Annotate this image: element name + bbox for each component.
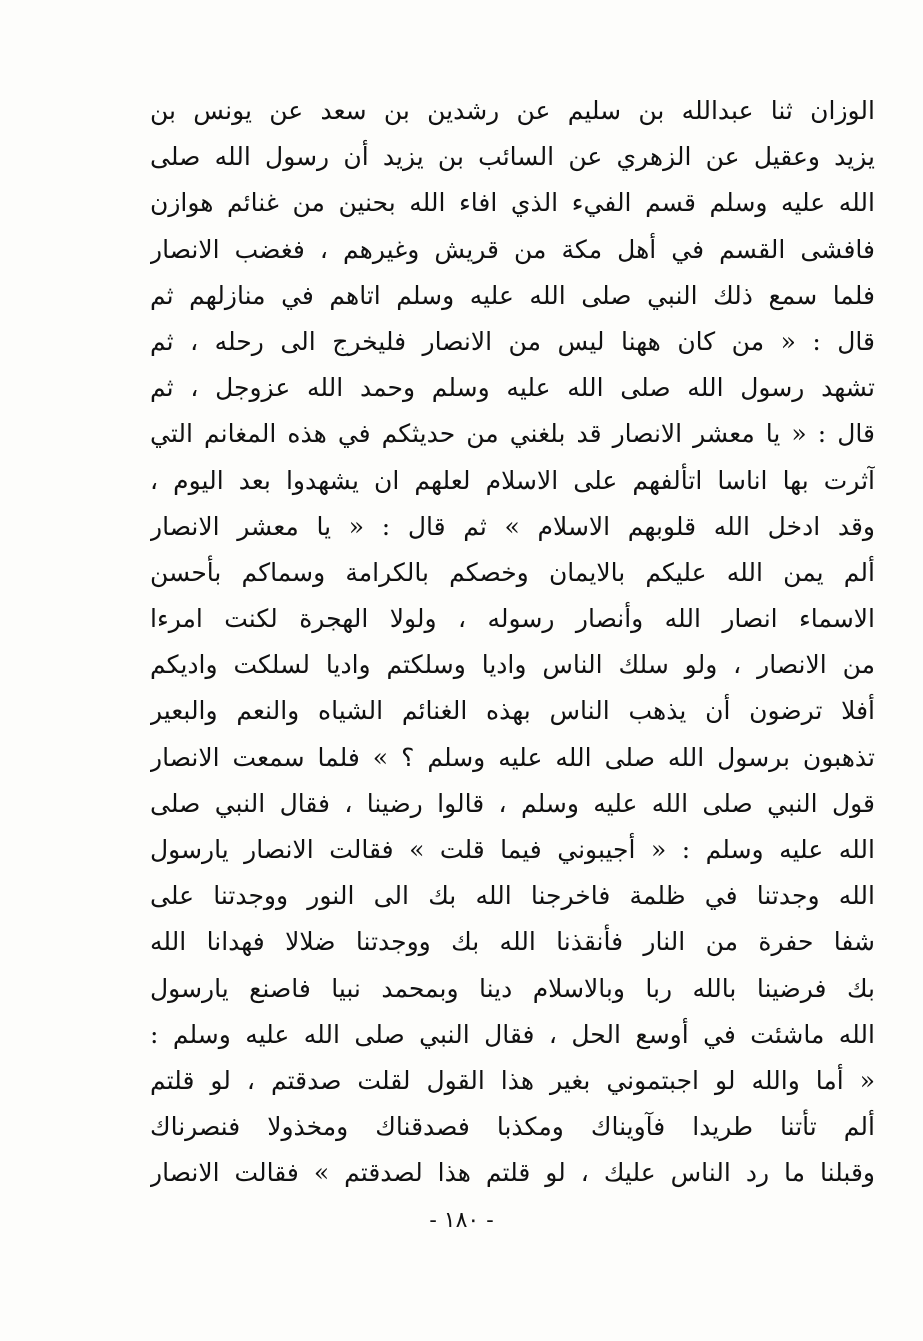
text-line: ألم تأتنا طريدا فآويناك ومكذبا فصدقناك ومخذولا فنصرناك: [150, 1112, 875, 1142]
text-line: الله ماشئت في أوسع الحل ، فقال النبي صلى الله عليه وسلم :: [150, 1019, 875, 1049]
text-line: فلما سمع ذلك النبي صلى الله عليه وسلم اتاهم في منازلهم ثم: [150, 280, 875, 310]
page-number: - ١٨٠ -: [429, 1208, 494, 1233]
text-line: الله وجدتنا في ظلمة فاخرجنا الله بك الى النور ووجدتنا على: [150, 881, 875, 911]
text-line: الوزان ثنا عبدالله بن سليم عن رشدين بن سعد عن يونس بن: [150, 96, 875, 125]
text-line: قال : « من كان ههنا ليس من الانصار فليخرج الى رحله ، ثم: [150, 326, 875, 356]
text-line: بك فرضينا بالله ربا وبالاسلام دينا وبمحمد نبيا فاصنع يارسول: [150, 973, 875, 1003]
text-line: قول النبي صلى الله عليه وسلم ، قالوا رضينا ، فقال النبي صلى: [150, 788, 875, 818]
text-line: آثرت بها اناسا اتألفهم على الاسلام لعلهم ان يشهدوا بعد اليوم ،: [150, 465, 875, 495]
text-line: أفلا ترضون أن يذهب الناس بهذه الغنائم الشياه والنعم والبعير: [150, 696, 875, 726]
text-line: الله عليه وسلم : « أجيبوني فيما قلت » فقالت الانصار يارسول: [150, 835, 875, 864]
text-line: شفا حفرة من النار فأنقذنا الله بك ووجدتنا ضلالا فهدانا الله: [150, 927, 875, 957]
text-line: تشهد رسول الله صلى الله عليه وسلم وحمد الله عزوجل ، ثم: [150, 373, 875, 403]
text-line: « أما والله لو اجبتموني بغير هذا القول لقلت صدقتم ، لو قلتم: [150, 1065, 875, 1095]
text-line: ألم يمن الله عليكم بالايمان وخصكم بالكرامة وسماكم بأحسن: [150, 557, 875, 587]
text-line: من الانصار ، ولو سلك الناس واديا وسلكتم واديا لسلكت واديكم: [150, 650, 875, 680]
text-line: الاسماء انصار الله وأنصار رسوله ، ولولا الهجرة لكنت امرءا: [150, 604, 875, 634]
text-line: قال : « يا معشر الانصار قد بلغني من حديثكم في هذه المغانم التي: [150, 419, 875, 449]
text-line: يزيد وعقيل عن الزهري عن السائب بن يزيد أن رسول الله صلى: [150, 142, 875, 172]
text-line: فافشى القسم في أهل مكة من قريش وغيرهم ، فغضب الانصار: [150, 234, 875, 264]
text-line: تذهبون برسول الله صلى الله عليه وسلم ؟ » فلما سمعت الانصار: [150, 742, 875, 772]
text-line: وقد ادخل الله قلوبهم الاسلام » ثم قال : « يا معشر الانصار: [150, 511, 875, 541]
text-line: الله عليه وسلم قسم الفيء الذي افاء الله بحنين من غنائم هوازن: [150, 188, 875, 218]
body-text: [150, 88, 875, 1197]
text-line: وقبلنا ما رد الناس عليك ، لو قلتم هذا لصدقتم » فقالت الانصار: [150, 1158, 875, 1188]
